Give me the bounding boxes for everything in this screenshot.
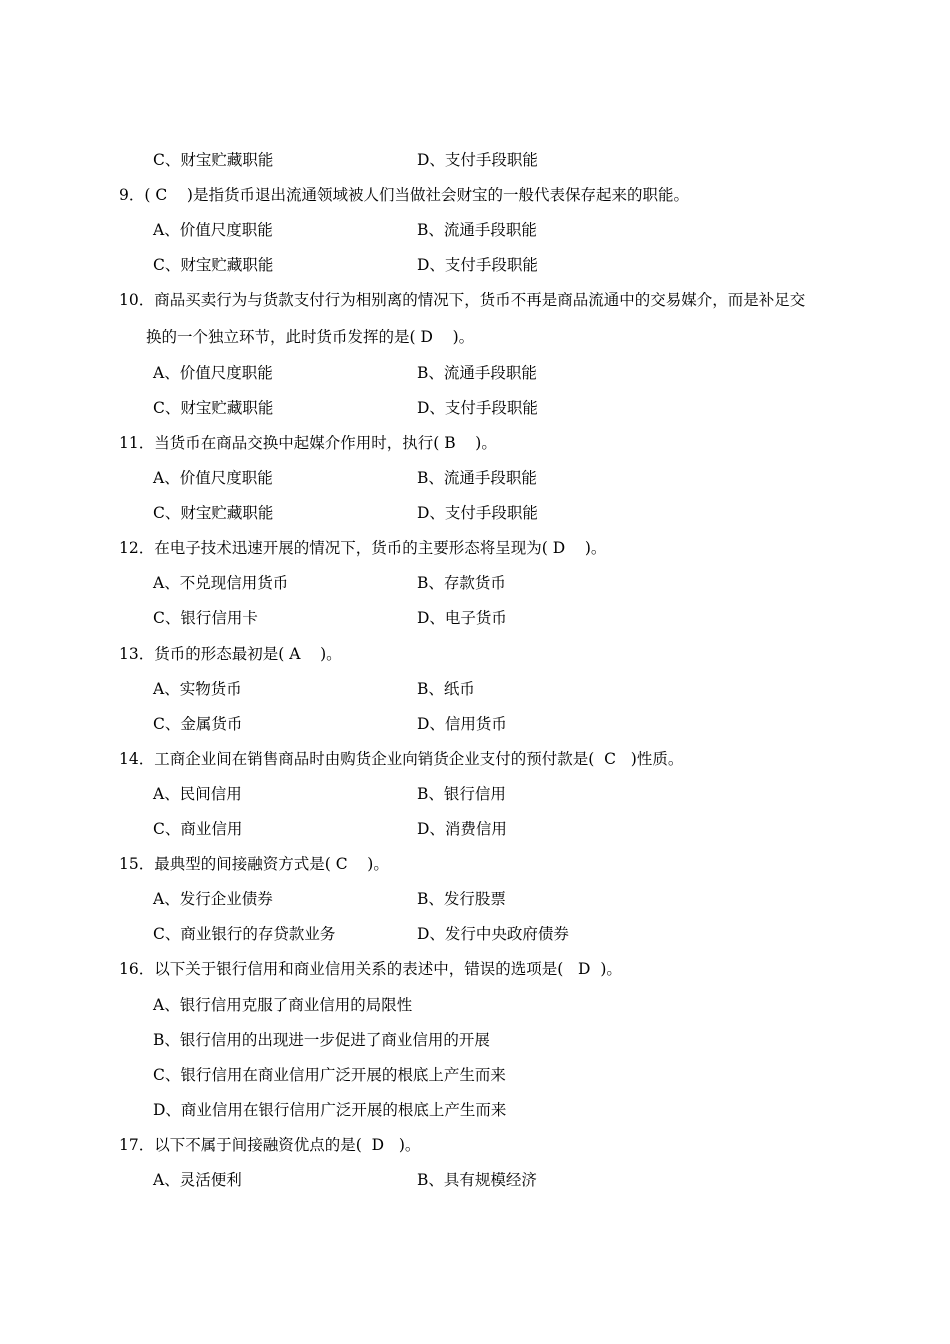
option-d-q13: D、信用货币: [417, 715, 507, 733]
option-c-q14: C、商业信用: [153, 820, 243, 838]
question-14: 14．工商企业间在销售商品时由购货企业向销货企业支付的预付款是( C )性质。: [119, 750, 684, 768]
option-c-q9: C、财宝贮藏职能: [153, 256, 274, 274]
option-a-q16: A、银行信用克服了商业信用的局限性: [153, 996, 413, 1014]
option-b-q14: B、银行信用: [417, 785, 506, 803]
option-b-q13: B、纸币: [417, 680, 475, 698]
option-c-q13: C、金属货币: [153, 715, 243, 733]
option-c-q8: C、财宝贮藏职能: [153, 151, 274, 169]
question-15: 15．最典型的间接融资方式是( C )。: [119, 855, 389, 873]
option-c-q10: C、财宝贮藏职能: [153, 399, 274, 417]
option-b-q16: B、银行信用的出现进一步促进了商业信用的开展: [153, 1031, 490, 1049]
question-16: 16．以下关于银行信用和商业信用关系的表述中，错误的选项是( D )。: [119, 960, 622, 978]
option-d-q11: D、支付手段职能: [417, 504, 538, 522]
option-d-q8: D、支付手段职能: [417, 151, 538, 169]
option-a-q14: A、民间信用: [153, 785, 242, 803]
option-b-q11: B、流通手段职能: [417, 469, 537, 487]
option-a-q13: A、实物货币: [153, 680, 242, 698]
option-d-q12: D、电子货币: [417, 609, 507, 627]
option-d-q15: D、发行中央政府债券: [417, 925, 569, 943]
option-a-q10: A、价值尺度职能: [153, 364, 273, 382]
option-b-q17: B、具有规模经济: [417, 1171, 537, 1189]
option-d-q9: D、支付手段职能: [417, 256, 538, 274]
option-c-q12: C、银行信用卡: [153, 609, 258, 627]
option-d-q10: D、支付手段职能: [417, 399, 538, 417]
option-a-q9: A、价值尺度职能: [153, 221, 273, 239]
question-12: 12．在电子技术迅速开展的情况下，货币的主要形态将呈现为( D )。: [119, 539, 607, 557]
question-10-cont: 换的一个独立环节，此时货币发挥的是( D )。: [146, 328, 475, 346]
option-c-q16: C、银行信用在商业信用广泛开展的根底上产生而来: [153, 1066, 506, 1084]
option-a-q15: A、发行企业债券: [153, 890, 273, 908]
option-d-q16: D、商业信用在银行信用广泛开展的根底上产生而来: [153, 1101, 507, 1119]
option-b-q15: B、发行股票: [417, 890, 506, 908]
question-10: 10．商品买卖行为与货款支付行为相别离的情况下，货币不再是商品流通中的交易媒介，而是补足交: [119, 291, 806, 309]
option-d-q14: D、消费信用: [417, 820, 507, 838]
option-c-q15: C、商业银行的存贷款业务: [153, 925, 336, 943]
question-13: 13．货币的形态最初是( A )。: [119, 645, 342, 663]
question-9: 9．( C )是指货币退出流通领域被人们当做社会财宝的一般代表保存起来的职能。: [119, 186, 689, 204]
question-17: 17．以下不属于间接融资优点的是( D )。: [119, 1136, 421, 1154]
option-c-q11: C、财宝贮藏职能: [153, 504, 274, 522]
question-11: 11．当货币在商品交换中起媒介作用时，执行( B )。: [119, 434, 497, 452]
option-a-q17: A、灵活便利: [153, 1171, 242, 1189]
option-a-q11: A、价值尺度职能: [153, 469, 273, 487]
option-b-q10: B、流通手段职能: [417, 364, 537, 382]
option-b-q12: B、存款货币: [417, 574, 506, 592]
option-b-q9: B、流通手段职能: [417, 221, 537, 239]
option-a-q12: A、不兑现信用货币: [153, 574, 289, 592]
